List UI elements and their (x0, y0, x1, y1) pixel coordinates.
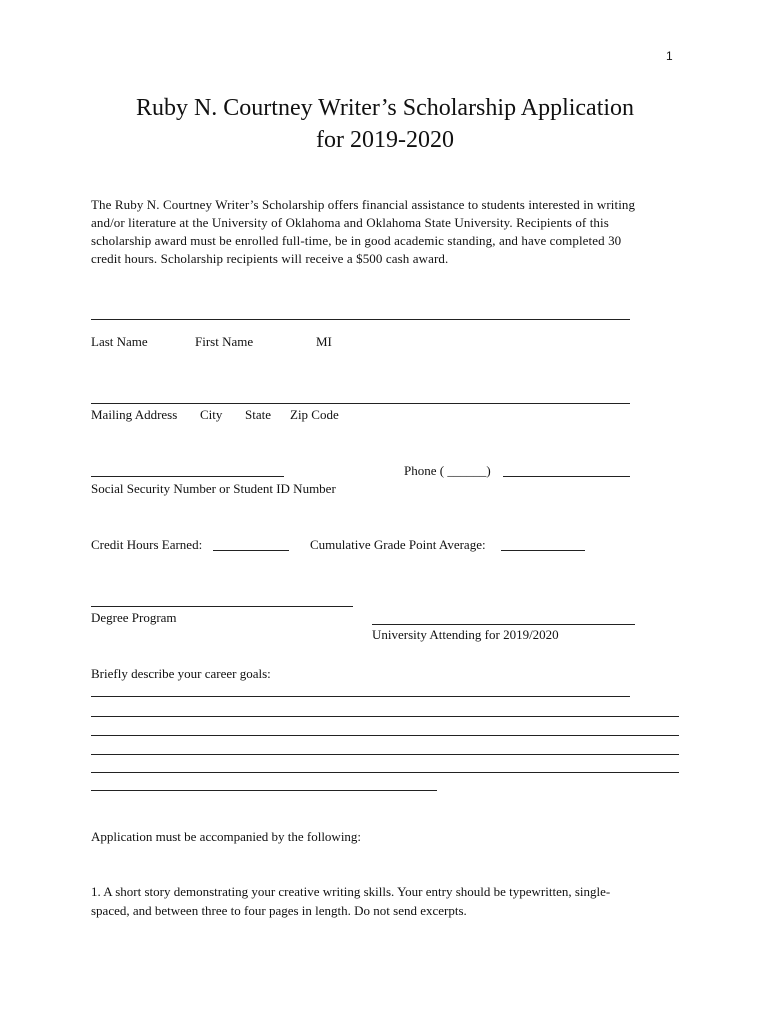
page-title-line-1: Ruby N. Courtney Writer’s Scholarship Application (135, 95, 635, 121)
ssn-label: Social Security Number or Student ID Number (91, 481, 336, 496)
gpa-field-line[interactable] (501, 550, 585, 551)
career-goals-line[interactable] (91, 716, 679, 717)
phone-field-line[interactable] (503, 476, 630, 477)
gpa-label: Cumulative Grade Point Average: (310, 537, 486, 552)
intro-line: and/or literature at the University of Oklahoma and Oklahoma State University. Recipients of this (91, 215, 609, 230)
requirement-line: 1. A short story demonstrating your creative writing skills. Your entry should be typewritten, single- (91, 884, 611, 899)
last-name-label: Last Name (91, 334, 148, 349)
university-field-line[interactable] (372, 624, 635, 625)
ssn-field-line[interactable] (91, 476, 284, 477)
university-label: University Attending for 2019/2020 (372, 627, 559, 642)
career-goals-line[interactable] (91, 772, 679, 773)
career-goals-line[interactable] (91, 790, 437, 791)
city-label: City (200, 407, 223, 422)
first-name-label: First Name (195, 334, 254, 349)
address-field-line[interactable] (91, 403, 630, 404)
requirement-item-1 (91, 882, 691, 920)
career-goals-line[interactable] (91, 696, 630, 697)
page-number: 1 (666, 49, 673, 63)
requirement-line: spaced, and between three to four pages in length. Do not send excerpts. (91, 903, 467, 918)
credit-hours-field-line[interactable] (213, 550, 289, 551)
intro-line: The Ruby N. Courtney Writer’s Scholarship offers financial assistance to students interested in writing (91, 197, 636, 212)
degree-program-label: Degree Program (91, 610, 177, 625)
intro-paragraph (91, 196, 681, 268)
credit-hours-label: Credit Hours Earned: (91, 537, 203, 552)
state-label: State (245, 407, 271, 422)
career-goals-line[interactable] (91, 754, 679, 755)
career-goals-label: Briefly describe your career goals: (91, 666, 271, 681)
degree-program-field-line[interactable] (91, 606, 353, 607)
mailing-address-label: Mailing Address (91, 407, 178, 422)
requirements-heading: Application must be accompanied by the following: (91, 829, 362, 844)
page-title-line-2: for 2019-2020 (316, 127, 454, 153)
name-field-line[interactable] (91, 319, 630, 320)
middle-initial-label: MI (316, 334, 332, 349)
career-goals-line[interactable] (91, 735, 679, 736)
intro-line: credit hours. Scholarship recipients will receive a $500 cash award. (91, 251, 449, 266)
zip-code-label: Zip Code (290, 407, 339, 422)
intro-line: scholarship award must be enrolled full-time, be in good academic standing, and have completed 30 (91, 233, 622, 248)
phone-label: Phone ( ______) (404, 463, 491, 478)
